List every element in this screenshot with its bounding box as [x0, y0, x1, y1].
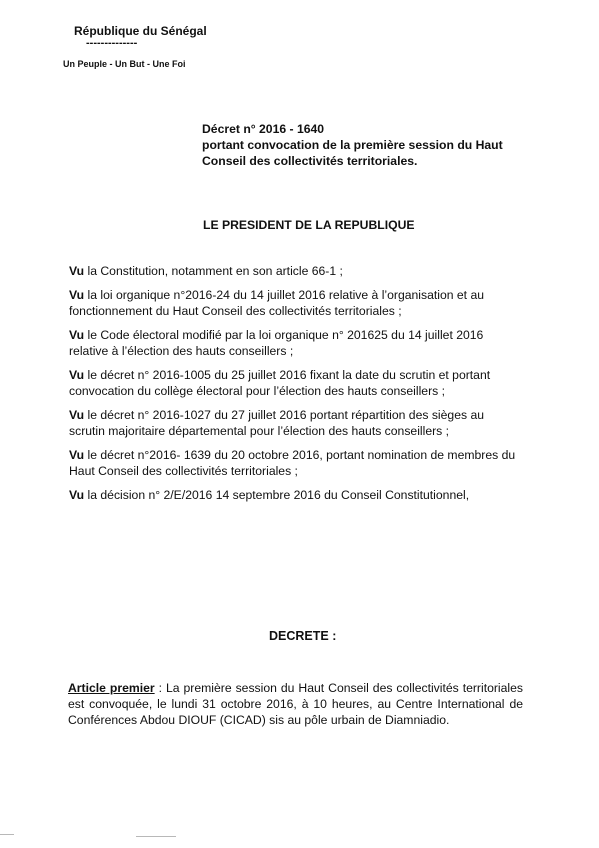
decree-number: Décret n° 2016 - 1640: [202, 122, 325, 136]
consideration-item: [69, 263, 519, 279]
consideration-keyword: Vu: [69, 368, 85, 382]
president-title: LE PRESIDENT DE LA REPUBLIQUE: [203, 218, 415, 232]
article-premier: [68, 680, 523, 728]
consideration-text: la loi organique n°2016-24 du 14 juillet 2016 relative à l’organisation et au fonctionnement du Haut Conseil des collectivités territoriales ;: [69, 288, 485, 318]
consideration-text: le décret n° 2016-1005 du 25 juillet 2016 fixant la date du scrutin et portant convocation du collège électoral pour l’élection des hauts conseillers ;: [69, 368, 491, 398]
decree-subject-line-2: Conseil des collectivités territoriales.: [202, 154, 418, 168]
consideration-text: la décision n° 2/E/2016 14 septembre 2016 du Conseil Constitutionnel,: [84, 488, 470, 502]
national-motto: Un Peuple - Un But - Une Foi: [63, 59, 186, 69]
consideration-keyword: Vu: [69, 488, 85, 502]
consideration-item: [69, 407, 519, 439]
consideration-text: le Code électoral modifié par la loi organique n° 201625 du 14 juillet 2016 relative à l’élection des hauts conseillers ;: [69, 328, 484, 358]
consideration-item: [69, 287, 519, 319]
consideration-text: le décret n°2016- 1639 du 20 octobre 2016, portant nomination de membres du Haut Conseil des collectivités territoriales ;: [69, 448, 516, 478]
considerations-list: [69, 263, 519, 511]
consideration-keyword: Vu: [69, 264, 85, 278]
consideration-keyword: Vu: [69, 288, 85, 302]
consideration-item: [69, 487, 519, 503]
consideration-keyword: Vu: [69, 448, 85, 462]
scan-artifact: [136, 836, 176, 837]
consideration-text: le décret n° 2016-1027 du 27 juillet 2016 portant répartition des sièges au scrutin majoritaire départemental pour l’élection des hauts conseillers ;: [69, 408, 485, 438]
consideration-item: [69, 447, 519, 479]
consideration-item: [69, 367, 519, 399]
consideration-text: la Constitution, notamment en son article 66-1 ;: [84, 264, 343, 278]
country-name: République du Sénégal: [74, 24, 207, 38]
consideration-keyword: Vu: [69, 408, 85, 422]
decree-heading: [202, 121, 542, 169]
scan-artifact: [0, 834, 14, 835]
header-separator: --------------: [86, 37, 138, 49]
decrete-heading: DECRETE :: [269, 629, 337, 643]
consideration-keyword: Vu: [69, 328, 85, 342]
decree-subject-line-1: portant convocation de la première session du Haut: [202, 138, 503, 152]
article-title: Article premier: [68, 681, 155, 695]
article-text: : La première session du Haut Conseil des collectivités territoriales est convoquée, le lundi 31 octobre 2016, à 10 heures, au Centre International de Conférences Abdou DIOUF (CICAD) sis au pôle urbain de Diamniadio.: [68, 681, 523, 727]
consideration-item: [69, 327, 519, 359]
